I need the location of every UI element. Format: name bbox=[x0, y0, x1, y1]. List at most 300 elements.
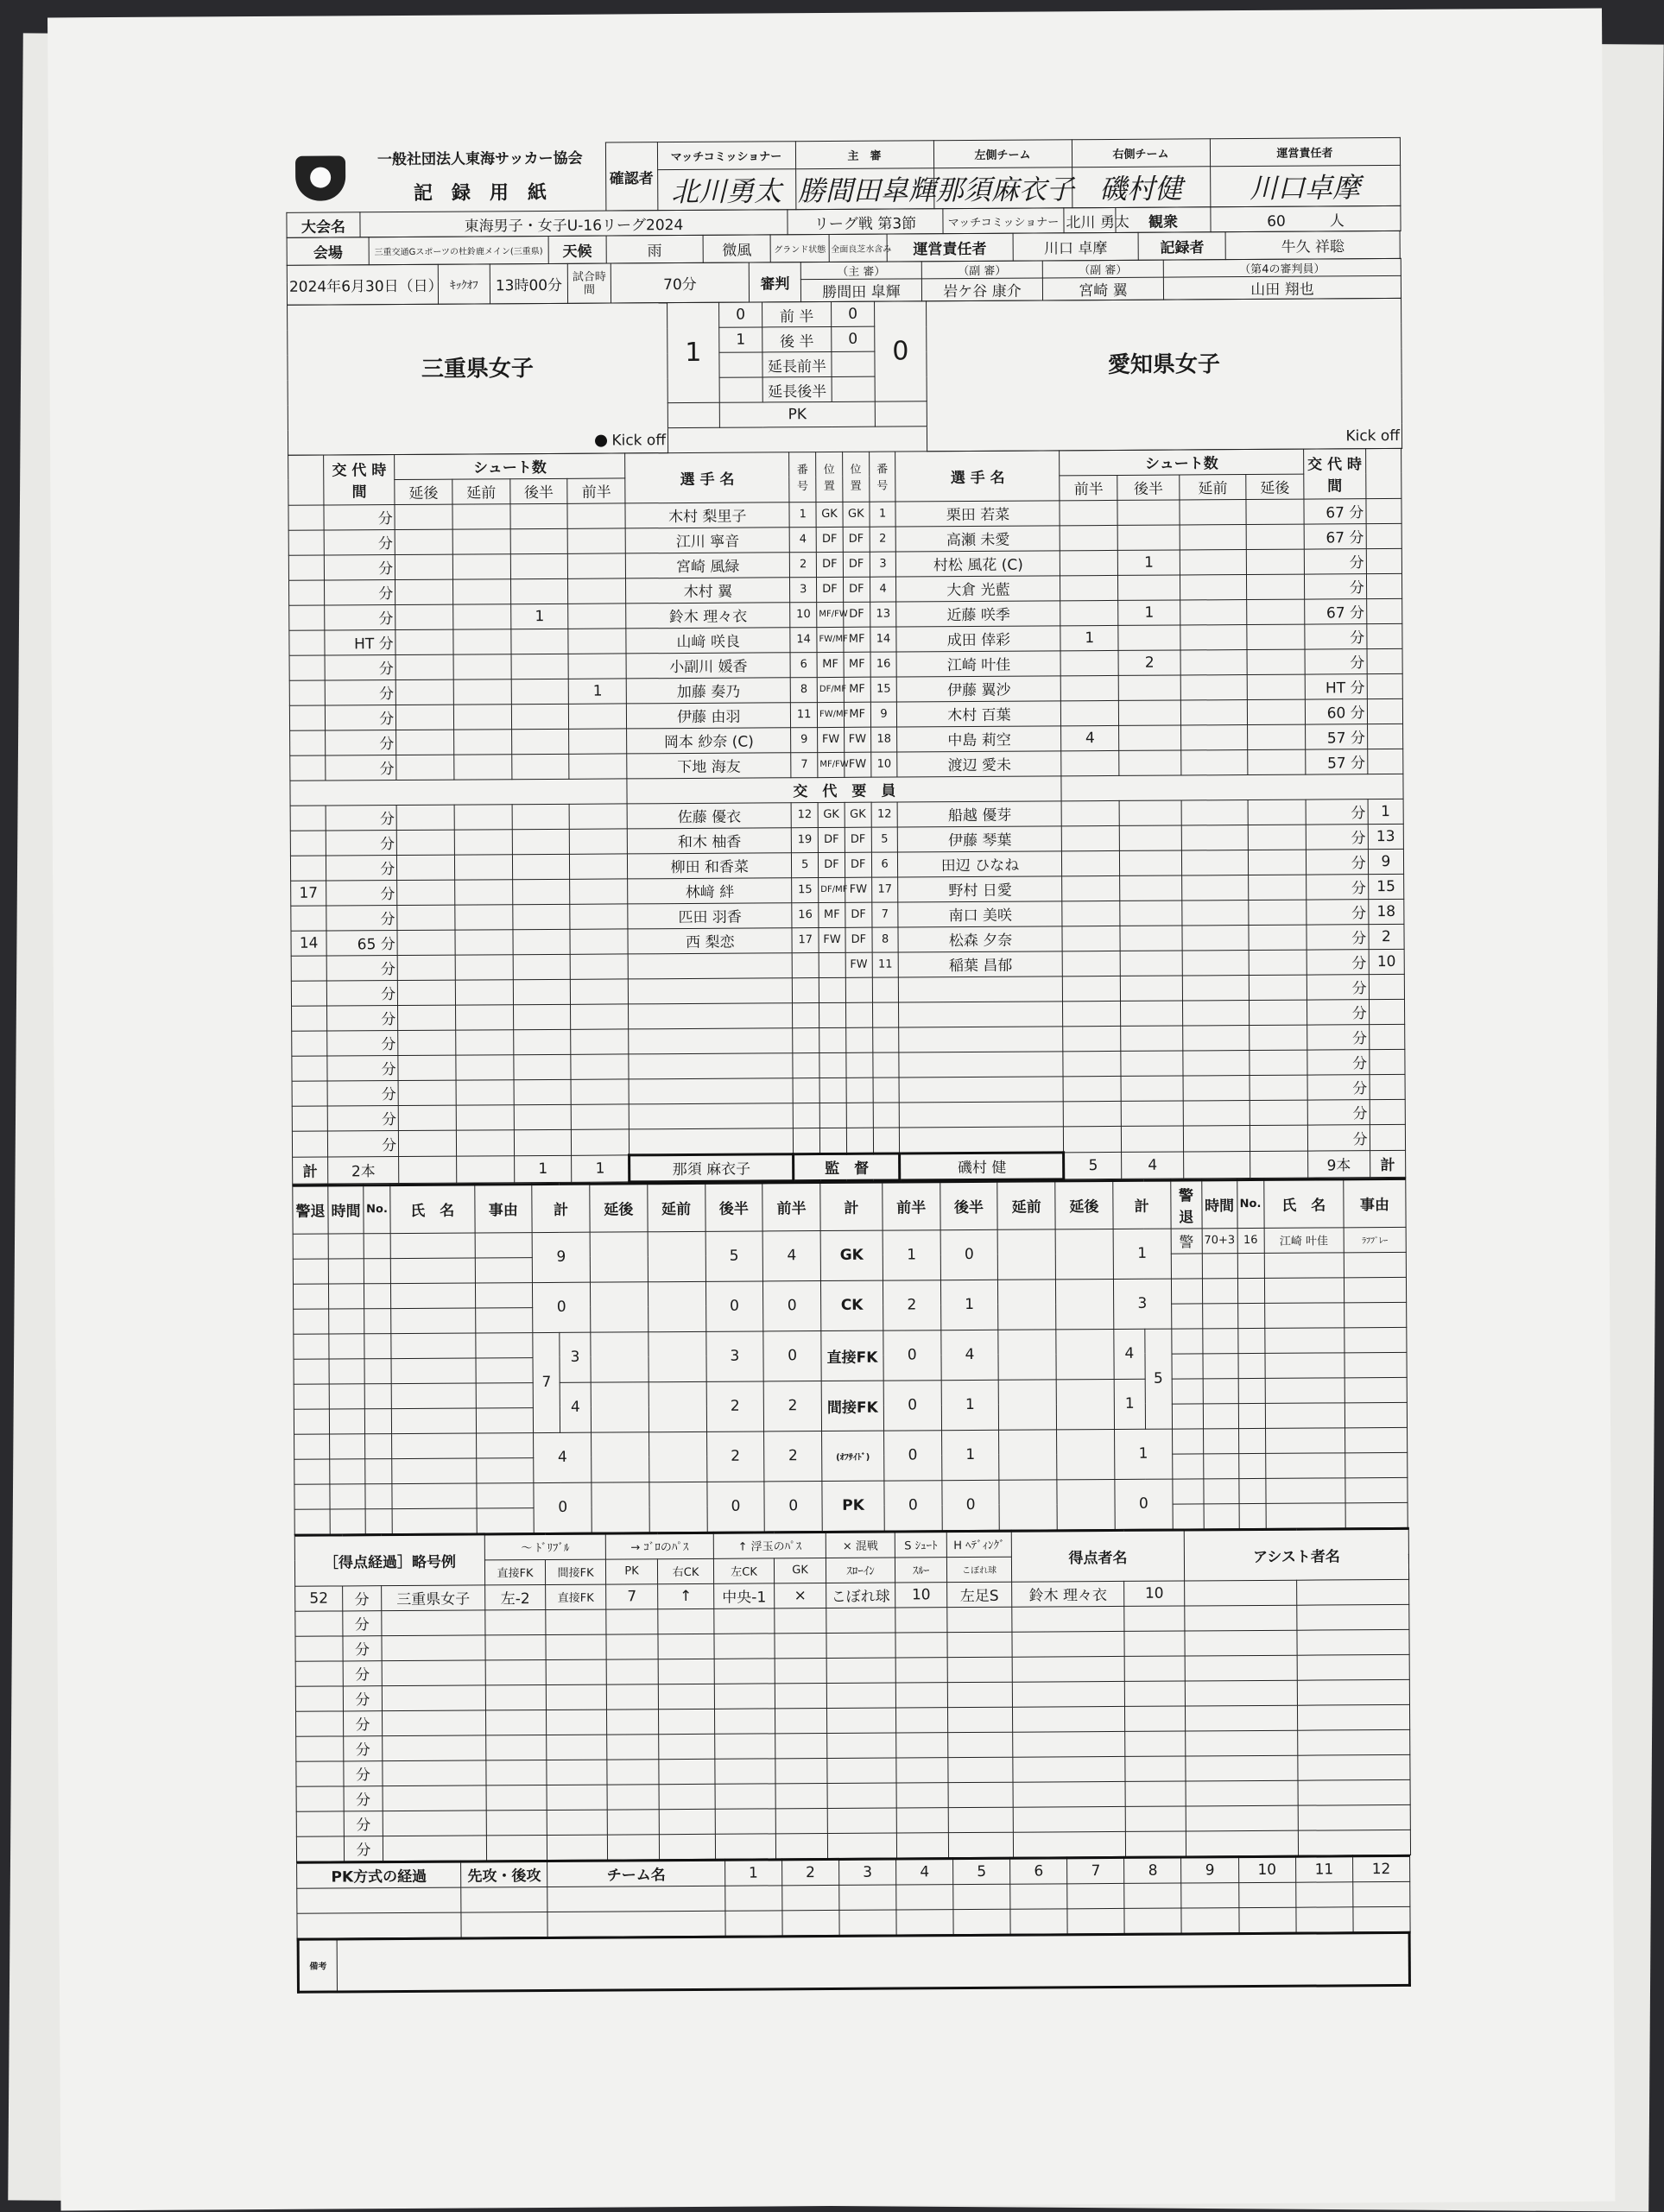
right-sub-time bbox=[1306, 874, 1368, 899]
goal-minute bbox=[296, 1760, 344, 1785]
right-shots-ot-early bbox=[1183, 1000, 1250, 1025]
minute-unit: 分 bbox=[381, 986, 395, 1003]
right-sub-name: 南口 美咲 bbox=[898, 901, 1062, 926]
left-card-cell bbox=[364, 1283, 391, 1308]
goal-cell bbox=[1012, 1631, 1124, 1657]
right-card-cell bbox=[1264, 1252, 1344, 1278]
left-card-reason-header: 事由 bbox=[474, 1184, 532, 1232]
left-player-position: DF bbox=[816, 527, 843, 552]
left-player-name: 木村 翼 bbox=[626, 577, 790, 603]
right-sub-name bbox=[899, 1051, 1063, 1077]
left-card-cell bbox=[330, 1508, 365, 1533]
legend-shoot: S ｼｭｰﾄ bbox=[895, 1531, 946, 1557]
stats-blank bbox=[592, 1482, 649, 1532]
period-label-3: 延長前半 bbox=[762, 351, 832, 376]
right-card-cell bbox=[1265, 1477, 1345, 1503]
goal-cell bbox=[658, 1684, 714, 1709]
right-card-cell bbox=[1344, 1377, 1407, 1402]
left-shots-second-half bbox=[513, 954, 571, 979]
right-card-cell bbox=[1238, 1353, 1265, 1378]
pk-table bbox=[296, 1854, 1411, 1938]
right-card-cell bbox=[1203, 1353, 1238, 1378]
kickoff-time: 13時00分 bbox=[490, 263, 567, 304]
goal-cell bbox=[1186, 1830, 1298, 1856]
right-sub-time bbox=[1307, 1024, 1370, 1049]
right-sub-in-number: 1 bbox=[1368, 799, 1403, 824]
goal-cell bbox=[775, 1658, 826, 1683]
right-card-time: 70+3 bbox=[1202, 1228, 1237, 1253]
left-shots-first-half bbox=[570, 803, 628, 828]
right-shots-ot-early bbox=[1183, 1125, 1250, 1151]
left-sub-in-number bbox=[291, 981, 326, 1006]
left-shots-ot-late bbox=[396, 755, 454, 780]
stats-blank bbox=[998, 1279, 1056, 1329]
left-shots-second-half bbox=[510, 578, 568, 604]
legend-lob-pass: ↑ 浮玉のﾊﾟｽ bbox=[713, 1532, 826, 1558]
right-card-cell bbox=[1344, 1402, 1407, 1427]
right-shots-second-half bbox=[1117, 524, 1180, 549]
goal-cell bbox=[485, 1684, 546, 1710]
goal-cell bbox=[659, 1759, 715, 1784]
right-card-name: 江崎 叶佳 bbox=[1264, 1227, 1344, 1253]
right-sub-in-number bbox=[1370, 1099, 1405, 1124]
stats-blank bbox=[649, 1431, 706, 1482]
left-sub-in-number bbox=[292, 1006, 327, 1031]
left-sub-number bbox=[793, 1002, 819, 1027]
goals-table bbox=[294, 1526, 1411, 1861]
left-shots-first-half bbox=[568, 603, 626, 628]
right-shots-ot-late bbox=[1250, 1075, 1307, 1100]
right-sub-time bbox=[1305, 698, 1367, 724]
minute-unit: 分 bbox=[381, 961, 395, 978]
league-round: リーグ戦 第3節 bbox=[788, 209, 943, 235]
right-sub-position: FW bbox=[845, 952, 872, 977]
left-shots-ot-early bbox=[456, 1029, 514, 1054]
left-position-header: 位置 bbox=[816, 452, 843, 502]
right-card-no-header: No. bbox=[1237, 1179, 1263, 1228]
minute-unit: 分 bbox=[1353, 1131, 1368, 1148]
right-shots-ot-late bbox=[1246, 524, 1304, 549]
left-shots-first-half bbox=[572, 1103, 630, 1128]
right-sub-time bbox=[1307, 949, 1369, 974]
left-shots-second-half bbox=[512, 879, 570, 904]
right-shots-first-half bbox=[1063, 1076, 1121, 1101]
right-ot-early: 延前 bbox=[1180, 474, 1246, 499]
left-gk-second-half: 5 bbox=[705, 1230, 763, 1280]
right-sub-time bbox=[1304, 523, 1366, 548]
goal-cell bbox=[715, 1708, 775, 1733]
row-gutter bbox=[1366, 598, 1401, 623]
right-shots-second-half: 1 bbox=[1118, 599, 1180, 624]
left-shots-second-half bbox=[511, 629, 569, 654]
row-gutter bbox=[289, 705, 325, 730]
goal-cell bbox=[1125, 1830, 1186, 1855]
left-card-cell bbox=[294, 1334, 329, 1359]
goal-cell bbox=[486, 1785, 547, 1810]
left-sub-position bbox=[819, 1002, 846, 1027]
right-shots-second-half bbox=[1121, 1050, 1183, 1075]
stats-col-4: 後半 bbox=[705, 1182, 762, 1230]
left-total-label: 計 bbox=[293, 1157, 328, 1184]
left-player-number: 3 bbox=[790, 577, 817, 602]
left-shots-first-half bbox=[571, 1003, 629, 1028]
right-shots-ot-early bbox=[1182, 925, 1249, 950]
goal-cell bbox=[827, 1833, 896, 1858]
row-gutter bbox=[288, 505, 324, 530]
left-shots-second-half bbox=[511, 679, 569, 704]
row-gutter bbox=[1367, 724, 1402, 749]
right-sub-time bbox=[1305, 648, 1367, 673]
association-logo bbox=[295, 155, 345, 200]
stats-blank bbox=[999, 1479, 1057, 1529]
right-sub-number: 7 bbox=[871, 901, 898, 926]
goal-cell bbox=[1186, 1805, 1298, 1831]
left-indirect-fk-first-half: 2 bbox=[763, 1381, 821, 1431]
goal-cell bbox=[895, 1682, 947, 1707]
right-card-cell bbox=[1238, 1378, 1265, 1403]
goal-minute bbox=[296, 1811, 344, 1836]
left-shots-ot-late bbox=[396, 730, 454, 755]
left-player-name: 加藤 奏乃 bbox=[626, 677, 790, 703]
goal-cell bbox=[1125, 1780, 1186, 1805]
right-card-cell bbox=[1237, 1278, 1264, 1303]
minute-unit: 分 bbox=[1351, 830, 1366, 847]
left-sub-name bbox=[629, 977, 793, 1003]
left-card-cell bbox=[294, 1359, 329, 1384]
legend-indirect-fk: 間接FK bbox=[545, 1559, 605, 1584]
left-shots-ot-early bbox=[452, 578, 510, 604]
minute-unit: 分 bbox=[1350, 654, 1364, 672]
left-ck-first-half: 0 bbox=[763, 1280, 821, 1330]
left-sub-number bbox=[794, 1128, 820, 1153]
goal-cell bbox=[1186, 1780, 1298, 1806]
left-player-position: MF bbox=[817, 652, 844, 677]
role-referee: 主 審 bbox=[795, 141, 933, 169]
right-position-header: 位置 bbox=[842, 452, 869, 502]
left-sub-in-number: 17 bbox=[291, 881, 326, 906]
left-sub-in-number bbox=[292, 1056, 327, 1081]
goal-cell bbox=[547, 1785, 607, 1810]
right-sub-time bbox=[1305, 623, 1367, 648]
goal-cell bbox=[1125, 1730, 1186, 1755]
left-shots-second-half bbox=[511, 729, 569, 754]
left-shots-first-half bbox=[570, 903, 628, 928]
right-sub-name: 船越 優芽 bbox=[898, 800, 1062, 826]
left-period-3 bbox=[719, 352, 762, 377]
legend-throw-in: ｽﾛｰｲﾝ bbox=[826, 1558, 895, 1583]
left-gk-first-half: 4 bbox=[762, 1230, 820, 1280]
left-sub-name: 西 梨恋 bbox=[628, 927, 792, 953]
left-card-cell bbox=[293, 1234, 328, 1259]
goal-cell bbox=[1186, 1705, 1298, 1731]
right-shots-ot-early bbox=[1180, 649, 1247, 674]
left-shots-ot-early bbox=[453, 604, 511, 629]
goal-1-minute: 52 bbox=[295, 1585, 343, 1610]
left-shots-ot-early bbox=[455, 879, 513, 904]
left-player-position: DF bbox=[817, 577, 844, 602]
right-sub-number bbox=[873, 1077, 900, 1102]
right-sub-minute: 67 bbox=[1326, 529, 1344, 547]
left-card-cell bbox=[294, 1309, 329, 1334]
row-gutter bbox=[289, 680, 325, 705]
row-gutter bbox=[1366, 548, 1401, 573]
right-card-cell bbox=[1172, 1453, 1203, 1478]
right-sub-minute: HT bbox=[1326, 679, 1345, 697]
left-sub-name bbox=[629, 1002, 793, 1028]
stats-col-3: 延前 bbox=[648, 1183, 705, 1231]
goal-cell bbox=[659, 1734, 715, 1759]
right-card-cell bbox=[1204, 1503, 1239, 1528]
goal-cell bbox=[1012, 1681, 1124, 1707]
left-sub-in-number bbox=[292, 1131, 327, 1157]
goal-cell bbox=[714, 1608, 775, 1633]
stats-col-8: 後半 bbox=[940, 1181, 997, 1229]
left-card-cell bbox=[329, 1358, 364, 1383]
left-sub-in-number bbox=[292, 1031, 327, 1056]
left-shots-ot-early bbox=[454, 729, 512, 754]
left-shots-second-half bbox=[513, 929, 571, 954]
stats-blank bbox=[649, 1331, 706, 1381]
left-sub-name bbox=[629, 1078, 793, 1103]
pk-kick-2: 2 bbox=[781, 1859, 838, 1885]
left-shots-second-half bbox=[510, 503, 568, 528]
minute-unit: 分 bbox=[1350, 554, 1364, 572]
goal-cell bbox=[1013, 1756, 1125, 1782]
left-player-number: 2 bbox=[790, 552, 817, 577]
left-shots-first-half bbox=[571, 1053, 629, 1078]
right-shots-ot-late bbox=[1250, 1050, 1307, 1075]
right-player-number: 2 bbox=[870, 527, 896, 552]
goal-minute-unit: 分 bbox=[344, 1735, 383, 1760]
left-sub-in-number bbox=[290, 831, 326, 856]
right-player-number: 9 bbox=[870, 702, 897, 727]
right-shots-first-half bbox=[1062, 800, 1120, 825]
right-player-name: 高瀬 未愛 bbox=[896, 525, 1060, 551]
left-card-cell bbox=[364, 1333, 391, 1358]
goal-cell bbox=[895, 1607, 947, 1632]
right-offside-total: 1 bbox=[1114, 1429, 1172, 1479]
minute-unit: 分 bbox=[379, 660, 394, 678]
stats-blank bbox=[591, 1331, 649, 1381]
right-sub-position: DF bbox=[845, 827, 871, 852]
left-sub-time bbox=[327, 1055, 398, 1081]
goal-cell bbox=[1298, 1704, 1410, 1730]
goal-cell bbox=[715, 1833, 775, 1858]
period-label-1: 前 半 bbox=[762, 301, 832, 326]
goal-cell bbox=[715, 1783, 775, 1808]
left-player-number: 9 bbox=[791, 727, 818, 752]
legend-right-ck: 右CK bbox=[657, 1558, 713, 1583]
right-shots-second-half: 1 bbox=[1117, 549, 1180, 574]
left-card-cell bbox=[390, 1233, 475, 1259]
ground-label: グランド状態 bbox=[770, 234, 828, 262]
right-player-name: 伊藤 翼沙 bbox=[897, 675, 1061, 701]
right-sub-name bbox=[900, 1126, 1064, 1153]
goal-cell bbox=[659, 1809, 715, 1834]
right-sub-in-number bbox=[1369, 974, 1404, 999]
right-shots-ot-late bbox=[1246, 499, 1304, 524]
right-shots-ot-early bbox=[1182, 875, 1249, 900]
right-shots-ot-early bbox=[1180, 499, 1246, 524]
goal-cell bbox=[1124, 1655, 1185, 1680]
right-sub-in-number bbox=[1370, 1074, 1405, 1099]
left-shots-second-half bbox=[513, 1029, 571, 1054]
left-shots-second-half bbox=[511, 654, 569, 679]
goal-cell bbox=[1013, 1731, 1125, 1757]
legend-direct-fk: 直接FK bbox=[484, 1559, 545, 1584]
right-shots-second-half bbox=[1122, 1125, 1184, 1151]
right-player-position: MF bbox=[844, 627, 870, 652]
goal-cell bbox=[1298, 1754, 1410, 1780]
left-direct-fk-total: 3 bbox=[560, 1332, 591, 1382]
minute-unit: 分 bbox=[379, 711, 394, 728]
left-sub-number bbox=[793, 1027, 819, 1052]
kickoff-marker-icon bbox=[595, 434, 607, 446]
stats-table bbox=[292, 1177, 1408, 1534]
row-gutter bbox=[1366, 498, 1401, 523]
minute-unit: 分 bbox=[1351, 955, 1366, 972]
goal-cell bbox=[896, 1782, 948, 1807]
goal-cell bbox=[383, 1785, 486, 1811]
right-sub-in-number: 15 bbox=[1368, 874, 1403, 899]
goal-minute bbox=[296, 1735, 344, 1760]
right-shots-second-half bbox=[1120, 950, 1182, 975]
goal-1-step-7: こぼれ球 bbox=[826, 1583, 895, 1608]
right-card-cell bbox=[1344, 1302, 1407, 1327]
pk-team-label: チーム名 bbox=[547, 1860, 724, 1887]
goal-cell bbox=[486, 1735, 547, 1760]
left-shots-second-half bbox=[514, 1079, 572, 1104]
right-player-name: 木村 百葉 bbox=[897, 700, 1061, 726]
signature-commissioner: 北川勇太 bbox=[657, 169, 795, 211]
stats-blank bbox=[1056, 1279, 1114, 1329]
right-card-cell bbox=[1265, 1402, 1345, 1428]
right-shots-second-half bbox=[1118, 624, 1180, 649]
right-sub-time bbox=[1307, 1099, 1370, 1124]
goal-minute-unit: 分 bbox=[343, 1660, 382, 1685]
right-sub-minute: 57 bbox=[1327, 755, 1346, 772]
goal-cell bbox=[382, 1684, 485, 1710]
left-ck-second-half: 0 bbox=[705, 1280, 763, 1330]
attendance-unit: 人 bbox=[1330, 212, 1344, 230]
right-card-cell bbox=[1344, 1252, 1406, 1277]
goal-cell bbox=[607, 1809, 659, 1834]
right-player-number: 10 bbox=[870, 752, 897, 777]
right-player-number: 16 bbox=[870, 652, 897, 677]
goal-cell bbox=[382, 1659, 485, 1685]
minute-unit: 分 bbox=[1351, 755, 1365, 772]
right-card-cell bbox=[1237, 1303, 1264, 1328]
left-card-cell bbox=[365, 1458, 392, 1483]
left-shots-ot-late bbox=[395, 554, 453, 579]
left-player-name: 山﨑 咲良 bbox=[626, 627, 790, 653]
left-card-cell bbox=[476, 1382, 534, 1407]
right-total-first-half: 5 bbox=[1064, 1152, 1122, 1179]
left-sub-time bbox=[326, 905, 397, 931]
goal-cell bbox=[486, 1760, 547, 1785]
minute-unit: 分 bbox=[379, 686, 394, 703]
left-ot-early: 延前 bbox=[452, 478, 510, 503]
right-second-half: 後半 bbox=[1117, 475, 1180, 500]
left-shots-second-half: 1 bbox=[510, 604, 568, 629]
left-pk-total: 0 bbox=[534, 1482, 592, 1533]
left-sub-time bbox=[327, 1105, 398, 1131]
right-player-number: 14 bbox=[870, 627, 896, 652]
right-sub-time bbox=[1307, 1074, 1370, 1099]
right-player-name: 渡辺 愛未 bbox=[897, 750, 1061, 776]
minute-unit: 分 bbox=[382, 1061, 396, 1078]
right-shots-ot-early bbox=[1181, 749, 1248, 774]
stats-col-9: 延前 bbox=[997, 1180, 1055, 1229]
minute-unit: 分 bbox=[380, 861, 395, 878]
right-ck-first-half: 2 bbox=[883, 1280, 940, 1330]
right-sub-position bbox=[845, 977, 872, 1002]
goal-cell bbox=[383, 1835, 486, 1861]
left-sub-number: 17 bbox=[792, 927, 819, 952]
right-card-cell bbox=[1172, 1428, 1203, 1453]
goal-cell bbox=[896, 1807, 948, 1832]
stat-label-indirect-fk: 間接FK bbox=[821, 1381, 883, 1431]
right-shots-ot-early bbox=[1181, 825, 1248, 850]
left-card-cell bbox=[294, 1484, 330, 1509]
goal-cell bbox=[775, 1633, 826, 1658]
left-card-cell bbox=[329, 1383, 364, 1408]
right-shots-ot-late bbox=[1248, 825, 1306, 850]
left-sub-time bbox=[324, 554, 395, 580]
right-shots-ot-late bbox=[1247, 624, 1305, 649]
role-commissioner: マッチコミッショナー bbox=[657, 142, 795, 170]
right-card-cell bbox=[1344, 1327, 1407, 1352]
goal-cell bbox=[1297, 1679, 1409, 1705]
right-card-cell bbox=[1238, 1328, 1265, 1353]
right-pk bbox=[875, 401, 927, 427]
right-player-number: 15 bbox=[870, 677, 897, 702]
manager-name: 川口 卓摩 bbox=[1013, 232, 1139, 261]
ground-value: 全面良芝水含み bbox=[829, 234, 887, 262]
left-sub-position bbox=[819, 1103, 846, 1128]
goal-cell bbox=[1186, 1730, 1298, 1756]
assist-header: アシスト者名 bbox=[1184, 1528, 1408, 1581]
minute-unit: 分 bbox=[380, 836, 395, 853]
left-pk-second-half: 0 bbox=[706, 1481, 764, 1531]
left-shots-ot-early bbox=[455, 954, 513, 979]
right-direct-fk-first-half: 0 bbox=[883, 1330, 941, 1380]
goal-cell bbox=[607, 1709, 659, 1734]
minute-unit: 分 bbox=[382, 1086, 396, 1103]
right-player-number: 4 bbox=[870, 577, 896, 602]
left-sub-position: FW bbox=[819, 927, 845, 952]
right-shots-ot-early bbox=[1180, 624, 1247, 649]
left-card-cell bbox=[329, 1408, 364, 1433]
left-shots-ot-late bbox=[397, 930, 455, 955]
goal-1-step-3: 7 bbox=[606, 1583, 658, 1608]
left-player-name: 江川 寧音 bbox=[625, 527, 789, 553]
role-manager: 運営責任者 bbox=[1210, 137, 1400, 166]
left-period-1: 0 bbox=[719, 302, 762, 327]
goal-cell bbox=[485, 1634, 546, 1659]
right-player-number: 1 bbox=[870, 502, 896, 527]
right-card-cell bbox=[1264, 1277, 1344, 1303]
stat-label-gk: GK bbox=[820, 1230, 883, 1280]
left-shots-first-half bbox=[571, 953, 629, 978]
row-gutter bbox=[289, 605, 325, 630]
left-card-cell bbox=[475, 1307, 533, 1332]
goal-cell bbox=[826, 1633, 895, 1658]
right-sub-number: 6 bbox=[871, 851, 898, 876]
right-shots-ot-late bbox=[1250, 1000, 1307, 1025]
minute-unit: 分 bbox=[1351, 855, 1366, 872]
right-shots-ot-late bbox=[1249, 850, 1307, 875]
